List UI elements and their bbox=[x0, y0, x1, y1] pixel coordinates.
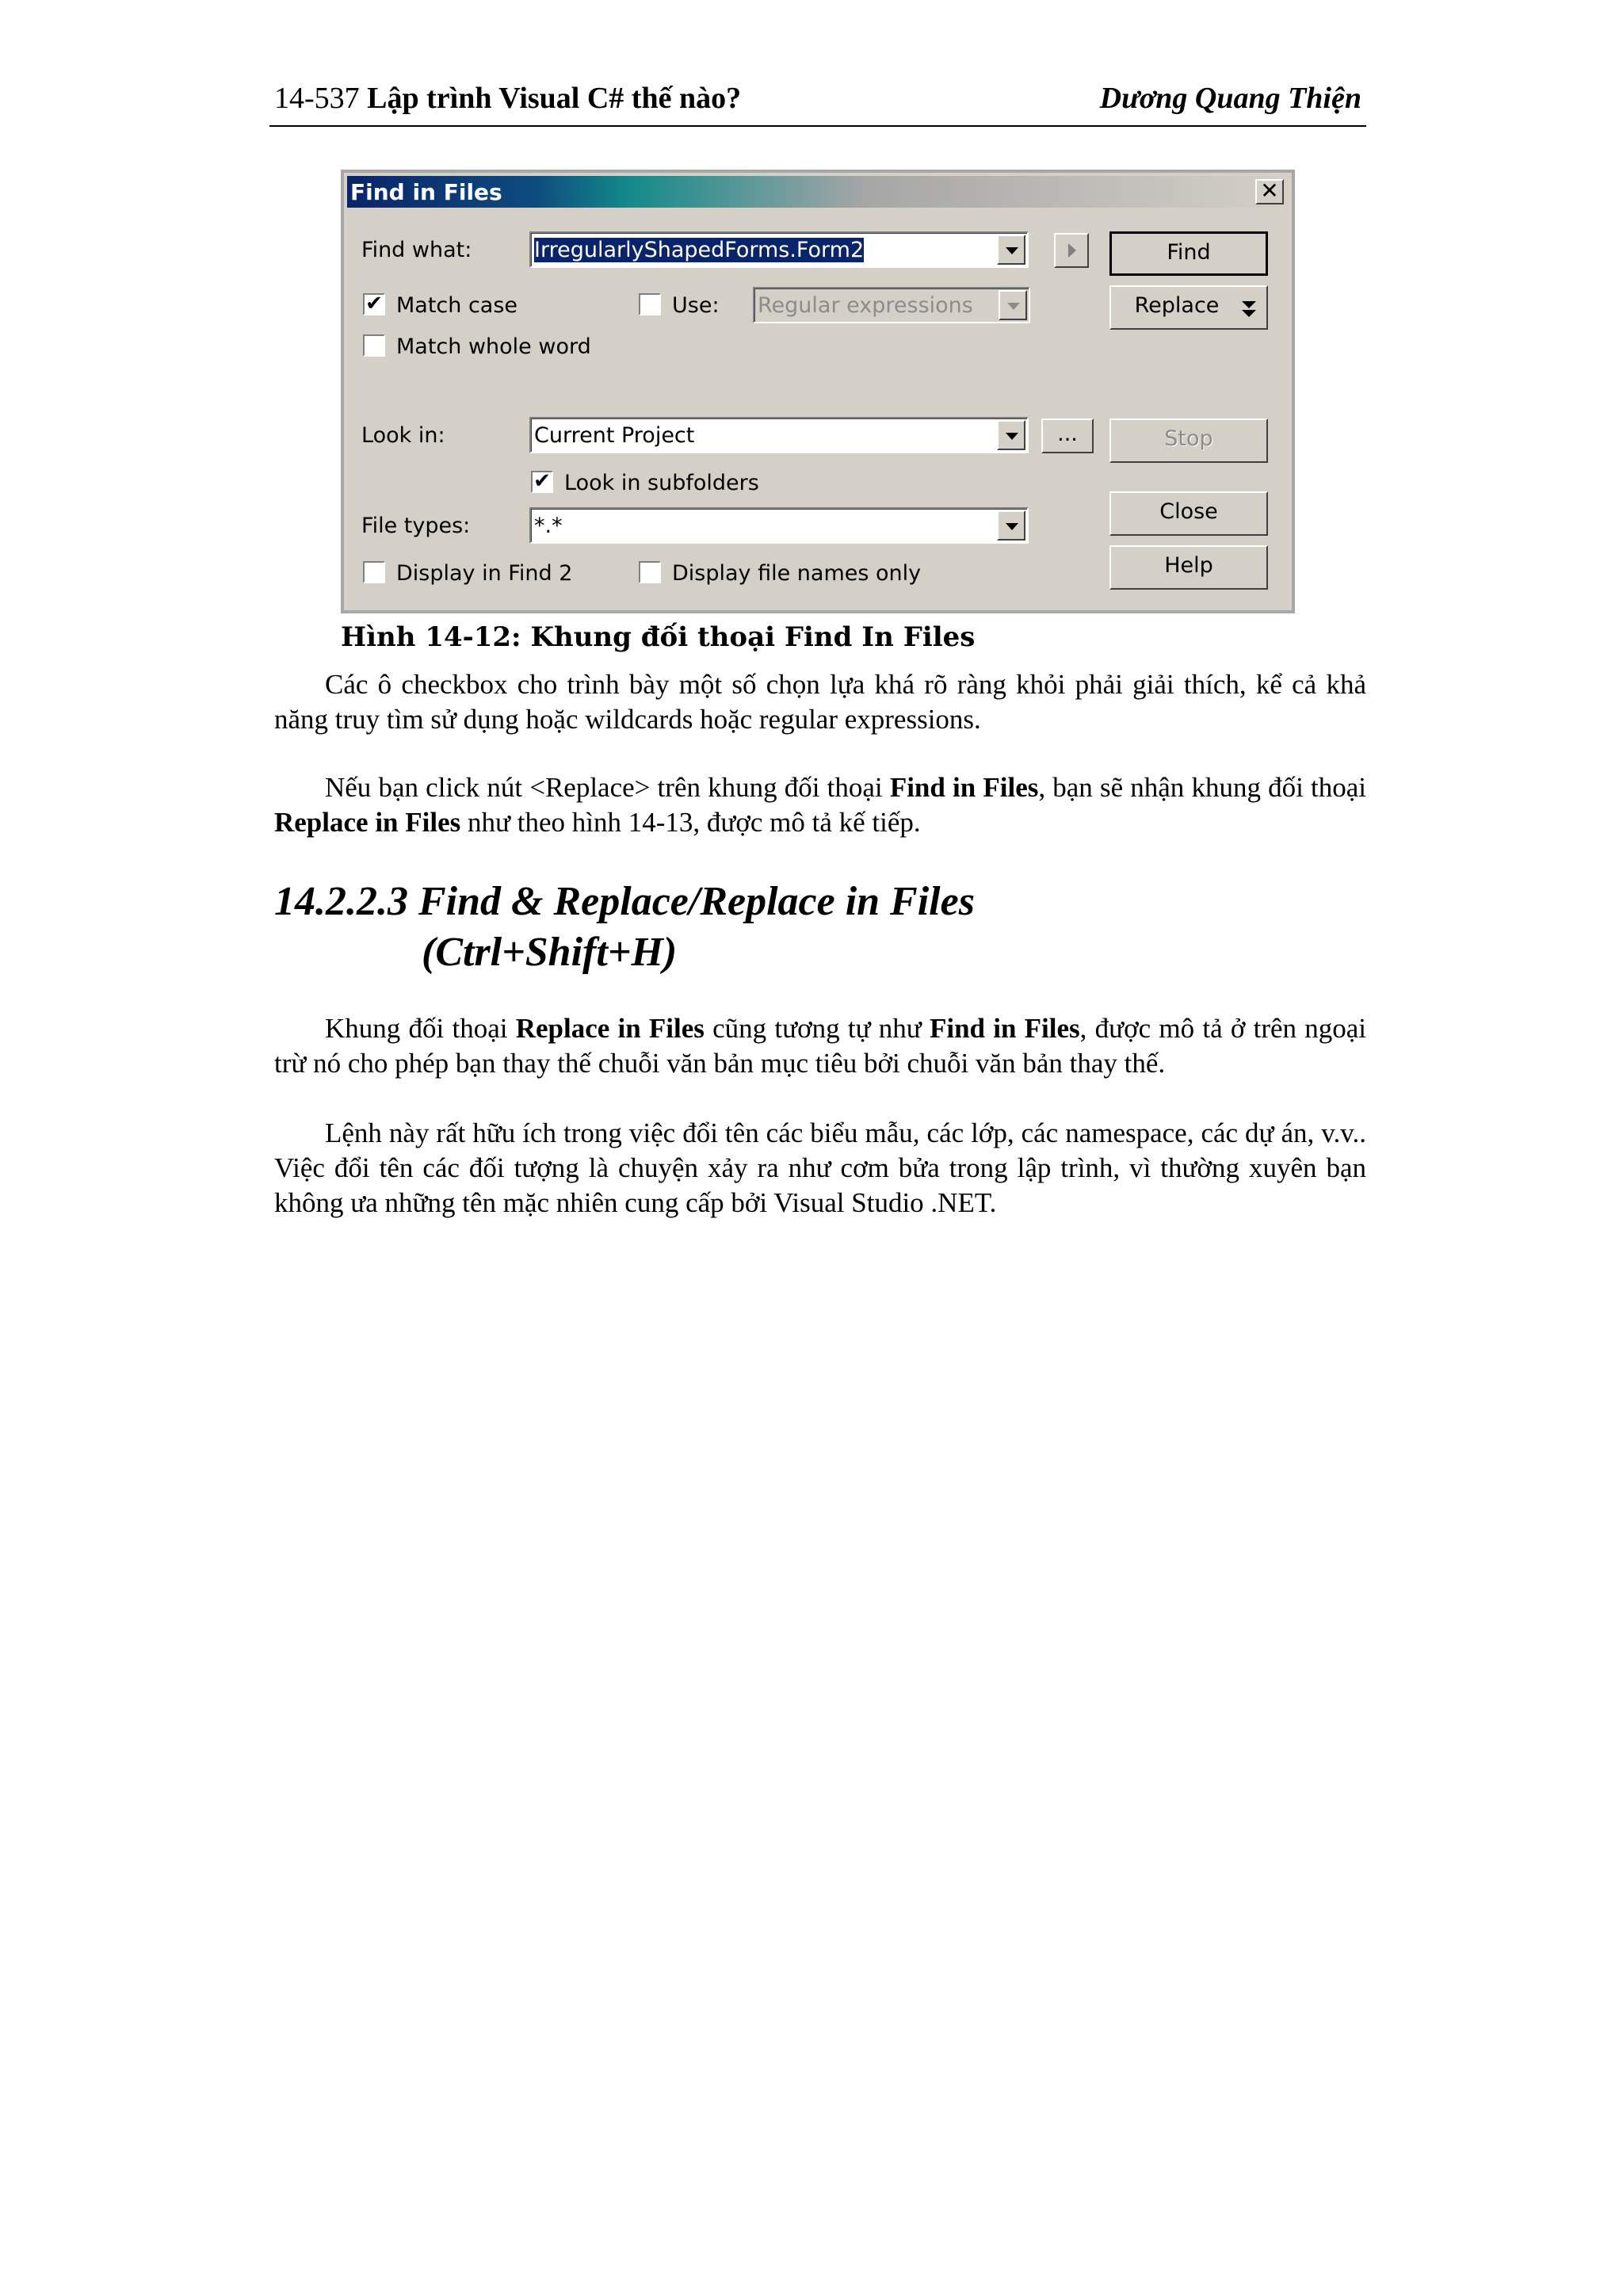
file-types-label: File types: bbox=[361, 514, 471, 538]
stop-button-label: Stop bbox=[1164, 426, 1213, 451]
file-types-combobox[interactable] bbox=[529, 507, 1029, 544]
chevron-down-icon[interactable] bbox=[997, 510, 1025, 541]
chevron-down-icon[interactable] bbox=[999, 290, 1027, 320]
p2-bold-1: Find in Files bbox=[889, 772, 1039, 803]
use-combobox[interactable] bbox=[753, 287, 1030, 323]
browse-button-label: ... bbox=[1057, 422, 1078, 446]
help-button-label: Help bbox=[1164, 553, 1213, 578]
paragraph-3 bbox=[274, 1011, 1366, 1081]
chevron-down-icon[interactable] bbox=[997, 235, 1025, 265]
p3-bold-1: Replace in Files bbox=[515, 1013, 705, 1044]
paragraph-1-text: Các ô checkbox cho trình bày một số chọn lựa khá rõ ràng khỏi phải giải thích, kể cả khả năng truy tìm sử dụng hoặc wildcards hoặc regular expressions. bbox=[274, 669, 1366, 735]
paragraph-4 bbox=[274, 1116, 1366, 1221]
page-number: 14-537 bbox=[274, 82, 360, 115]
close-button-label: Close bbox=[1159, 499, 1218, 524]
look-in-subfolders-checkbox[interactable]: ✔ bbox=[531, 471, 553, 493]
p2-text-2: , bạn sẽ nhận khung đối thoại bbox=[1038, 772, 1366, 803]
find-button-label: Find bbox=[1167, 240, 1211, 265]
look-in-combobox[interactable] bbox=[529, 417, 1029, 453]
chevron-down-icon[interactable] bbox=[997, 420, 1025, 450]
use-value: Regular expressions bbox=[758, 293, 973, 318]
display-in-find2-checkbox[interactable] bbox=[363, 561, 385, 583]
dialog-titlebar bbox=[347, 176, 1289, 208]
replace-button-label: Replace bbox=[1134, 293, 1220, 318]
display-in-find2-label: Display in Find 2 bbox=[396, 561, 573, 586]
author-name: Dương Quang Thiện bbox=[1099, 82, 1361, 115]
p2-text-3: như theo hình 14-13, được mô tả kế tiếp. bbox=[460, 807, 921, 838]
find-what-value: IrregularlyShapedForms.Form2 bbox=[534, 238, 865, 262]
match-whole-word-label: Match whole word bbox=[396, 334, 591, 359]
dialog-title: Find in Files bbox=[350, 179, 502, 205]
replace-button[interactable] bbox=[1109, 285, 1268, 330]
double-chevron-down-icon bbox=[1239, 298, 1258, 322]
find-what-combobox[interactable] bbox=[529, 231, 1029, 268]
figure-caption: Hình 14-12: Khung đối thoại Find In Files bbox=[341, 621, 976, 653]
close-icon[interactable]: ✕ bbox=[1255, 179, 1284, 204]
paragraph-4-text: Lệnh này rất hữu ích trong việc đổi tên các biểu mẫu, các lớp, các namespace, các dự án, v.v.. Việc đổi tên các đối tượng là chuyện xảy ra như cơm bửa trong lập trình, vì thường xuyên bạn không ưa những tên mặc nhiên cung cấp bởi Visual Studio .NET. bbox=[274, 1117, 1366, 1218]
p3-text-2: cũng tương tự như bbox=[704, 1013, 930, 1044]
match-case-label: Match case bbox=[396, 293, 518, 318]
display-file-names-only-label: Display file names only bbox=[672, 561, 922, 586]
header-left bbox=[274, 81, 741, 116]
match-whole-word-checkbox[interactable] bbox=[363, 334, 385, 357]
use-checkbox[interactable] bbox=[639, 293, 661, 315]
p3-bold-2: Find in Files bbox=[929, 1013, 1080, 1044]
find-in-files-dialog bbox=[341, 170, 1295, 613]
play-arrow-icon bbox=[1056, 235, 1087, 266]
p3-text-3: , được mô tả ở trên ngoại trừ nó cho phép bạn thay thế chuỗi văn bản mục tiêu bởi chuỗi văn bản thay thế. bbox=[274, 1013, 1366, 1079]
book-title: Lập trình Visual C# thế nào? bbox=[367, 82, 742, 115]
look-in-label: Look in: bbox=[361, 423, 445, 448]
look-in-subfolders-label: Look in subfolders bbox=[564, 471, 759, 495]
file-types-value: *.* bbox=[534, 514, 563, 538]
paragraph-1 bbox=[274, 667, 1366, 737]
p2-bold-2: Replace in Files bbox=[274, 807, 461, 838]
find-what-label: Find what: bbox=[361, 238, 472, 262]
paragraph-2 bbox=[274, 770, 1366, 840]
p3-text-1: Khung đối thoại bbox=[325, 1013, 516, 1044]
page-header bbox=[269, 78, 1366, 127]
section-heading-line-2: (Ctrl+Shift+H) bbox=[422, 930, 678, 975]
p2-text-1: Nếu bạn click nút <Replace> trên khung đối thoại bbox=[325, 772, 890, 803]
close-button[interactable] bbox=[1109, 491, 1268, 536]
find-history-arrow-button[interactable] bbox=[1054, 233, 1089, 268]
stop-button[interactable] bbox=[1109, 418, 1268, 463]
section-heading-line-1: 14.2.2.3 Find & Replace/Replace in Files bbox=[274, 879, 975, 924]
browse-button[interactable] bbox=[1041, 418, 1094, 453]
help-button[interactable] bbox=[1109, 545, 1268, 590]
use-label: Use: bbox=[672, 293, 720, 318]
look-in-value: Current Project bbox=[534, 423, 695, 448]
match-case-checkbox[interactable]: ✔ bbox=[363, 293, 385, 315]
display-file-names-only-checkbox[interactable] bbox=[639, 561, 661, 583]
find-button[interactable] bbox=[1109, 231, 1268, 276]
